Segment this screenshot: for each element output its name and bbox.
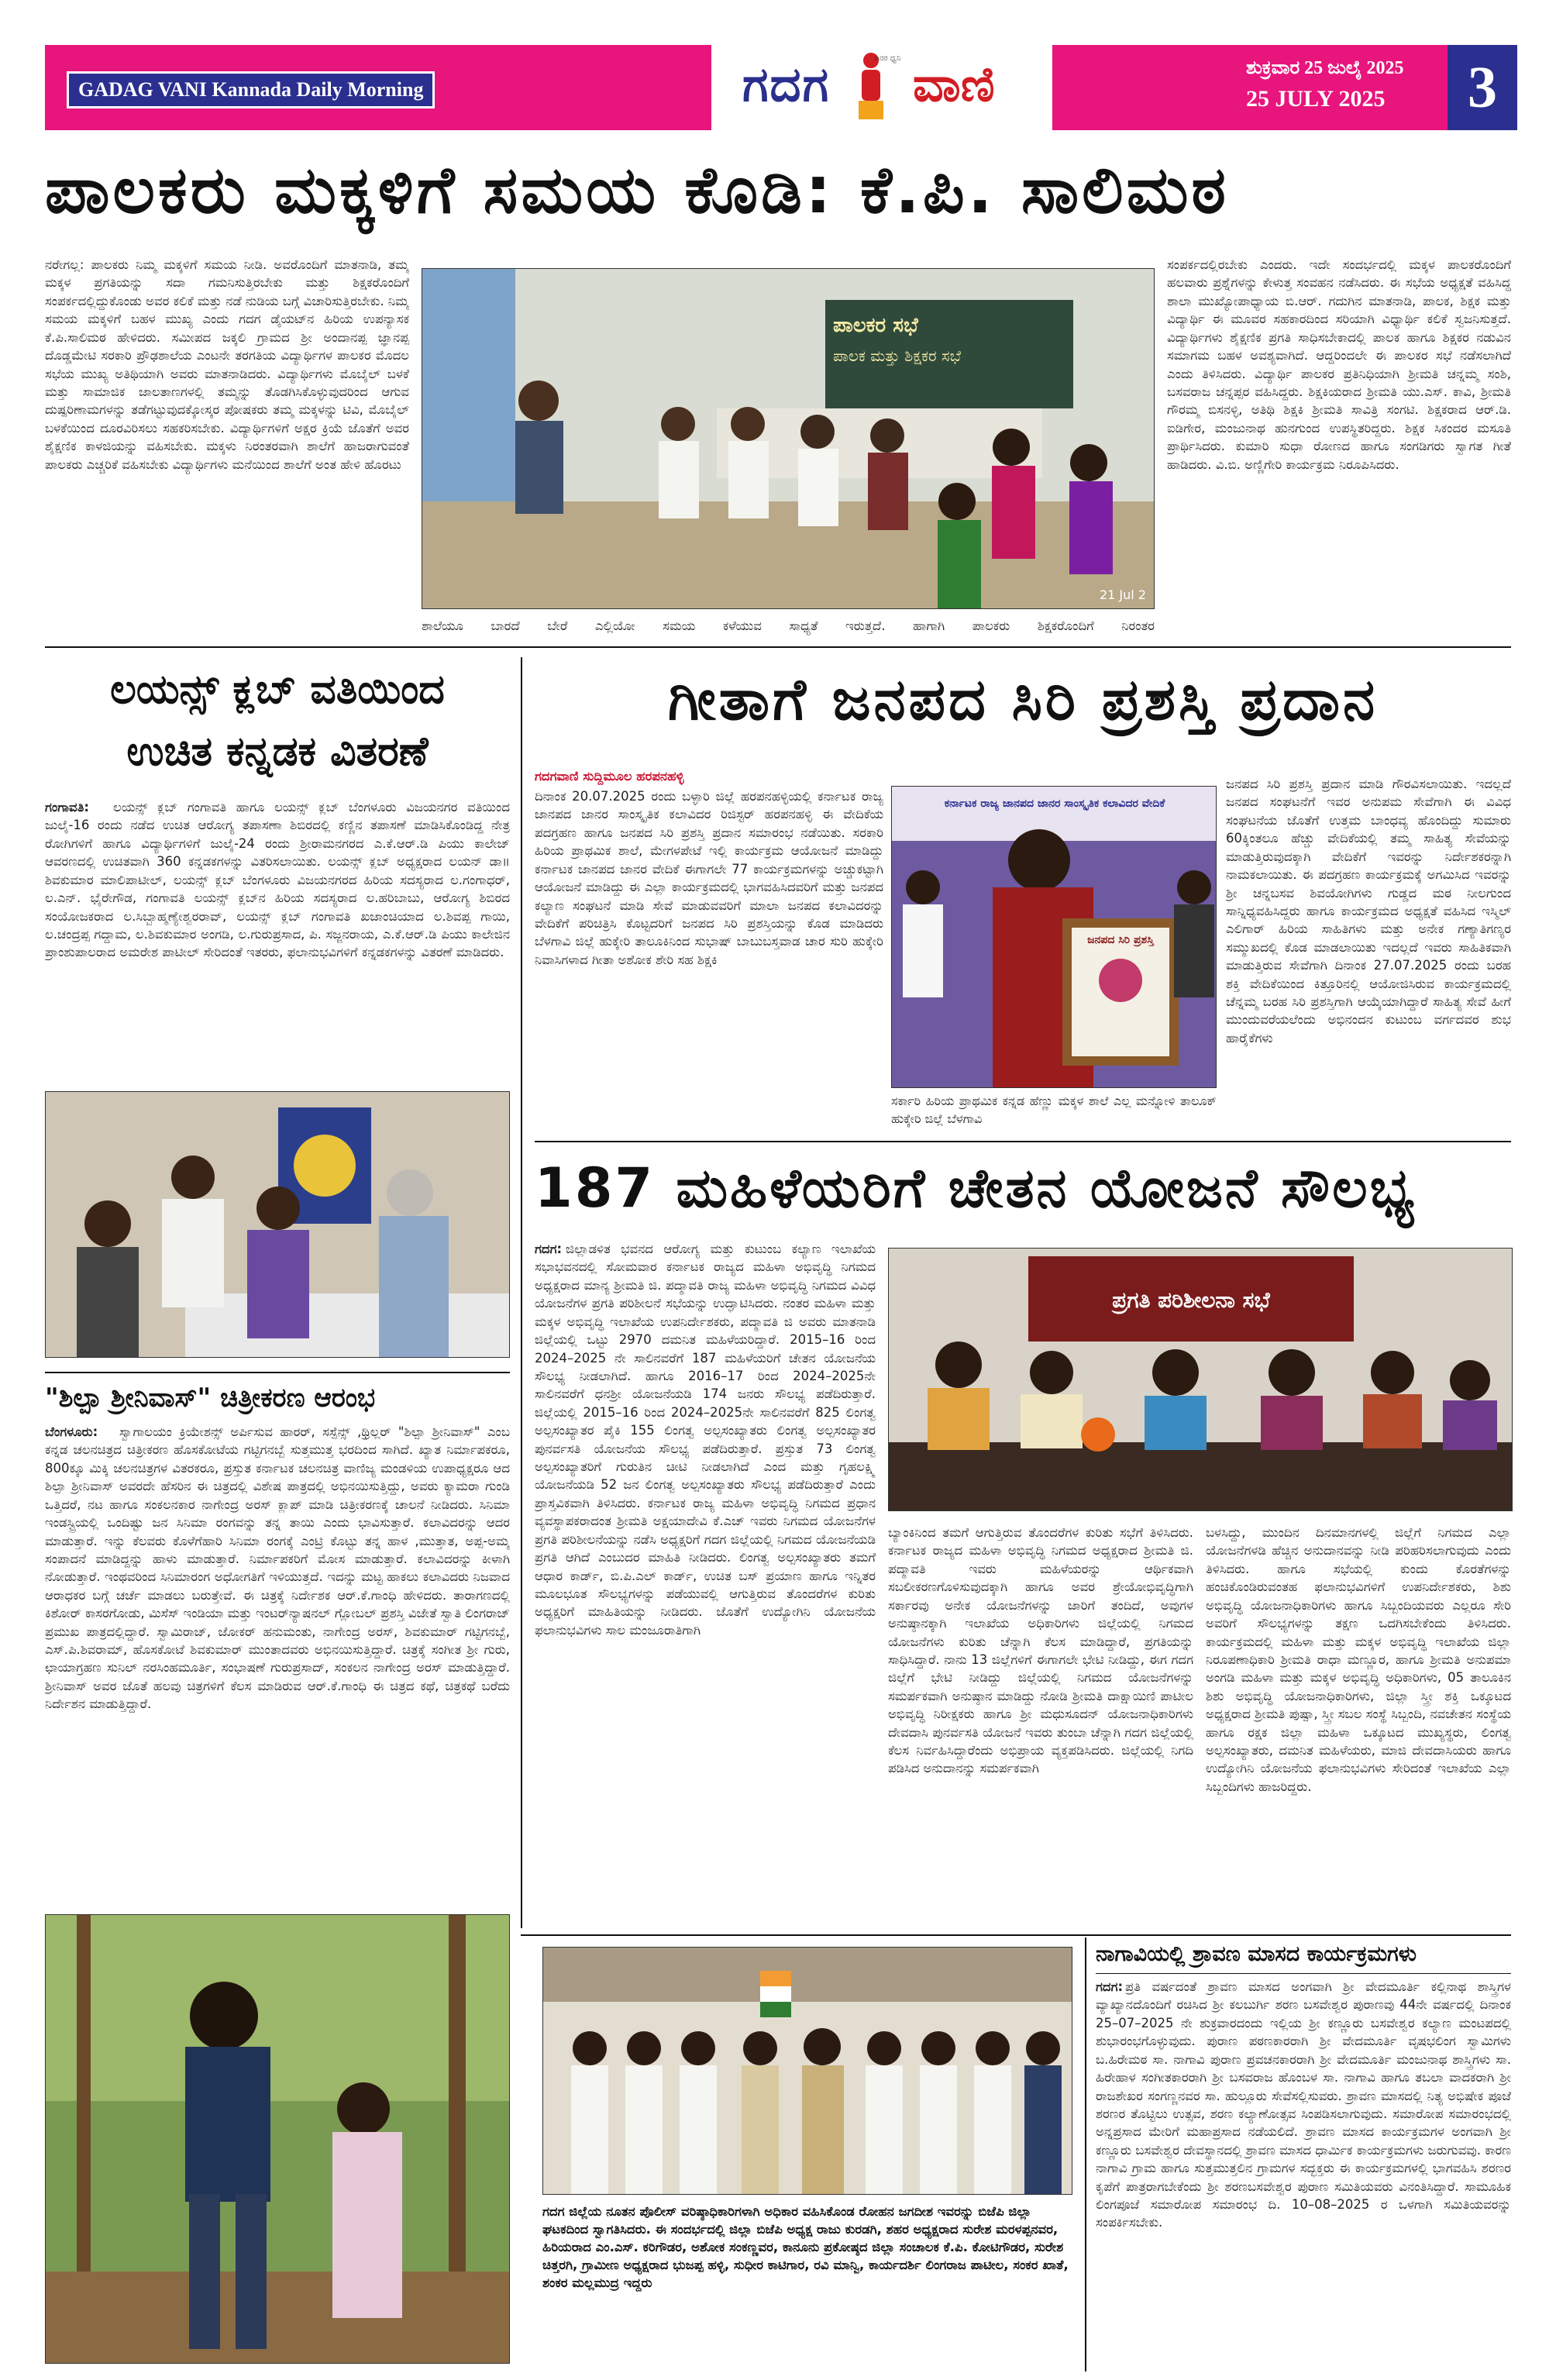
divider-below-article1 — [45, 646, 1511, 648]
award-certificate-title: ಜನಪದ ಸಿರಿ ಪ್ರಶಸ್ತಿ — [1087, 934, 1154, 946]
headline-shilpa-srinivas: "ಶಿಲ್ಪಾ ಶ್ರೀನಿವಾಸ್" ಚಿತ್ರೀಕರಣ ಆರಂಭ — [45, 1383, 376, 1414]
photo-parents-meeting — [422, 268, 1155, 609]
article3-byline — [535, 767, 883, 786]
article3-photo-caption: ಸರ್ಕಾರಿ ಹಿರಿಯ ಪ್ರಾಥಮಿಕ ಕನ್ನಡ ಹೆಣ್ಣು ಮಕ್ಕಳ ಶಾಲೆ ಎಲ್ಲ ಮನ್ನೋಳಿ ತಾಲೂಕ್ ಹುಕ್ಕೇರಿ ಜಿಲ್ಲೆ ಬೆಳಗಾವಿ — [891, 1094, 1217, 1126]
headline-lions-club-line2: ಉಚಿತ ಕನ್ನಡಕ ವಿತರಣೆ — [126, 728, 429, 775]
headline-lions-club-line1: ಲಯನ್ಸ್ ಕ್ಲಬ್ ವತಿಯಿಂದ — [110, 666, 445, 713]
award-backdrop-banner: ಕರ್ನಾಟಕ ರಾಜ್ಯ ಜಾನಪದ ಜಾನರ ಸಾಂಸ್ಕೃತಿಕ ಕಲಾವಿದರ ವೇದಿಕೆ — [944, 797, 1165, 810]
headline-chetana-scheme: 187 ಮಹಿಳೆಯರಿಗೆ ಚೇತನ ಯೋಜನೆ ಸೌಲಭ್ಯ — [535, 1156, 1417, 1220]
film-shoot-scene — [46, 1915, 510, 2364]
article7-body: ಪ್ರತಿ ವರ್ಷದಂತೆ ಶ್ರಾವಣ ಮಾಸದ ಅಂಗವಾಗಿ ಶ್ರೀ ವೇದಮೂರ್ತಿ ಕಲ್ಲಿನಾಥ ಶಾಸ್ತ್ರಿಗಳ ವ್ಯಾಖ್ಯಾನದೊಂದಿಗೆ ರಚಿಸಿದ ಶ್ರೀ ಕಲಬುರ್ಗಿ ಶರಣ ಬಸವೇಶ್ವರ ಪುರಾಣವು 44ನೇ ವರ್ಷದಲ್ಲಿ ದಿನಾಂಕ 25–07–2025 ನೇ ಶುಕ್ರವಾರದಂದು ಇಲ್ಲಿಯ ಶ್ರೀ ಕಣ್ಣೂರು ಬಸವೇಶ್ವರ ಕಲ್ಯಾಣ ಮಂಟಪದಲ್ಲಿ ಶುಭಾರಂಭಗೊಳ್ಳುವುದು. ಪುರಾಣ ಪಠಣಕಾರರಾಗಿ ಶ್ರೀ ವೇದಮೂರ್ತಿ ವೃಷಭಲಿಂಗ ಸ್ವಾಮಿಗಳು ಬ.ಹಿರೇಮಠ ಸಾ. ನಾಗಾವಿ ಪುರಾಣ ಪ್ರವಚನಕಾರರಾಗಿ ಶ್ರೀ ವೇದಮೂರ್ತಿ ಮಂಜುನಾಥ ಶಾಸ್ತ್ರಿಗಳು ಸಾ. ಹಿರೇಹಾಳ ಸಂಗೀತಕಾರರಾಗಿ ಶ್ರೀ ಬಸವರಾಜ ಹೊಂಬಳ ಸಾ. ನಾಗಾವಿ ಹಾಗೂ ತಬಲಾ ವಾದಕರಾಗಿ ಶ್ರೀ ರಾಜಶೇಖರ ಸಂಗಣ್ಣನವರ ಸಾ. ಹುಲ್ಲೂರು ಸೇವೆಸಲ್ಲಿಸುವರು. ಶ್ರಾವಣ ಮಾಸದಲ್ಲಿ ನಿತ್ಯ ಅಭಿಷೇಕ ಪೂಜೆ ಶರಣರ ತೊಟ್ಟಿಲು ಉತ್ಸವ, ಶರಣ ಕಲ್ಯಾಣೋತ್ಸವ ಸಿಂಪಡಿಸಲಾಗುವುದು. ಸಮಾರೋಪ ಸಮಾರಂಭದಲ್ಲಿ ಅನ್ನಪ್ರಸಾದ ಮೇರಿಗೆ ಮಹಾಪ್ರಸಾದ ನಡೆಯಲಿದೆ. ಶ್ರಾವಣ ಮಾಸದ ಕಾರ್ಯಕ್ರಮಗಳ ಅಂಗವಾಗಿ ಶ್ರೀ ಕಣ್ಣೂರು ಬಸವೇಶ್ವರ ದೇವಸ್ಥಾನದಲ್ಲಿ ಶ್ರಾವಣ ಮಾಸದ ಧಾರ್ಮಿಕ ಕಾರ್ಯಕ್ರಮಗಳು ಜರುಗುವವು. ಕಾರಣ ನಾಗಾವಿ ಗ್ರಾಮ ಹಾಗೂ ಸುತ್ತಮುತ್ತಲಿನ ಗ್ರಾಮಗಳ ಸದ್ಭಕ್ತರು ಈ ಕಾರ್ಯಕ್ರಮಗಳಲ್ಲಿ ಭಾಗವಹಿಸಿ ಶರಣರ ಕೃಪೆಗೆ ಪಾತ್ರರಾಗಬೇಕೆಂದು ಶ್ರೀ ಶರಣಬಸವೇಶ್ವರ ಪುರಾಣ ಸಮಿತಿಯವರು ವಿನಂತಿಸಿದ್ದಾರೆ. ಸಾಮೂಹಿಕ ಲಿಂಗಪೂಜೆ ಸಮಾರೋಪ ಸಮಾರಂಭ ದಿ. 10–08–2025 ರ ಒಳಗಾಗಿ ಸಮಿತಿಯವರನ್ನು ಸಂಪರ್ಕಿಸಬೇಕು. — [1096, 1979, 1511, 2230]
meeting-banner-title: ಪ್ರಗತಿ ಪರಿಶೀಲನಾ ಸಭೆ — [1112, 1287, 1270, 1313]
divider-above-article4 — [535, 1141, 1511, 1142]
article4-col2: ಬ್ಯಾಂಕಿನಿಂದ ತಮಗೆ ಆಗುತ್ತಿರುವ ತೊಂದರೆಗಳ ಕುರಿತು ಸಭೆಗೆ ತಿಳಿಸಿದರು. ಕರ್ನಾಟಕ ರಾಜ್ಯದ ಮಹಿಳಾ ಅಭಿವೃದ್ಧಿ ನಿಗಮದ ಅಧ್ಯಕ್ಷರಾದ ಶ್ರೀಮತಿ ಜಿ. ಪದ್ಮಾವತಿ ಇವರು ಮಹಿಳೆಯರನ್ನು ಆರ್ಥಿಕವಾಗಿ ಸಬಲೀಕರಣಗೊಳಿಸುವುದಕ್ಕಾಗಿ ಹಾಗೂ ಅವರ ಶ್ರೇಯೋಭಿವೃದ್ಧಿಗಾಗಿ ಸರ್ಕಾರವು ಅನೇಕ ಯೋಜನೆಗಳನ್ನು ಜಾರಿಗೆ ತಂದಿದೆ, ಅವುಗಳ ಅನುಷ್ಠಾನಕ್ಕಾಗಿ ಇಲಾಖೆಯ ಅಧಿಕಾರಿಗಳು ಜಿಲ್ಲೆಯಲ್ಲಿ ನಿಗಮದ ಯೋಜನೆಗಳು ಕುರಿತು ಚೆನ್ನಾಗಿ ಕೆಲಸ ಮಾಡಿದ್ದಾರೆ, ಪ್ರಗತಿಯನ್ನು ಸಾಧಿಸಿದ್ದಾರೆ. ನಾನು 13 ಜಿಲ್ಲೆಗಳಿಗೆ ಈಗಾಗಲೇ ಭೇಟಿ ನೀಡಿದ್ದು, ಈಗ ಗದಗ ಜಿಲ್ಲೆಗೆ ಭೇಟಿ ನೀಡಿದ್ದು ಜಿಲ್ಲೆಯಲ್ಲಿ ನಿಗಮದ ಯೋಜನೆಗಳನ್ನು ಸಮರ್ಪಕವಾಗಿ ಅನುಷ್ಠಾನ ಮಾಡಿದ್ದು ನೋಡಿ ಶ್ರೀಮತಿ ದಾಕ್ಷಾಯಿಣಿ ಪಾಟೀಲ ಅಭಿವೃದ್ಧಿ ನಿರೀಕ್ಷಕರು ಹಾಗೂ ಶ್ರೀ ಮಧುಸೂದನ್ ಯೋಜನಾಧಿಕಾರಿಗಳು ದೇವದಾಸಿ ಪುನರ್ವಸತಿ ಯೋಜನೆ ಇವರು ತುಂಬಾ ಚೆನ್ನಾಗಿ ಗದಗ ಜಿಲ್ಲೆಯಲ್ಲಿ ಕೆಲಸ ನಿರ್ವಹಿಸಿದ್ದಾರೆಂದು ಅಭಿಪ್ರಾಯ ವ್ಯಕ್ತಪಡಿಸಿದರು. ಜಿಲ್ಲೆಯಲ್ಲಿ ನಿಗದಿ ಪಡಿಸಿದ ಅನುದಾನನ್ನು ಸಮರ್ಪಕವಾಗಿ — [888, 1525, 1193, 1776]
logo-text-part2: ವಾಣಿ — [913, 56, 995, 112]
article2-dateline-text: ಗಂಗಾವತಿ: — [45, 800, 89, 814]
column-divider-left — [521, 657, 522, 1928]
logo-tagline: ಜನರ ಧ್ವನಿ — [874, 54, 901, 63]
article5-dateline-text: ಬೆಂಗಳೂರು: — [45, 1424, 98, 1438]
masthead — [45, 45, 1517, 130]
article1-caption-line: ಶಾಲೆಯೂ ಬಾರದೆ ಬೇರೆ ಎಲ್ಲಿಯೋ ಸಮಯ ಕಳೆಯುವ ಸಾಧ್ಯತೆ ಇರುತ್ತದೆ. ಹಾಗಾಗಿ ಪಾಲಕರು ಶಿಕ್ಷಕರೊಂದಿಗೆ ನಿರಂತರ — [422, 618, 1155, 633]
article3-col3: ಜನಪದ ಸಿರಿ ಪ್ರಶಸ್ತಿ ಪ್ರದಾನ ಮಾಡಿ ಗೌರವಿಸಲಾಯಿತು. ಇದಲ್ಲದೆ ಜನಪದ ಸಂಘಟನೆಗೆ ಇವರ ಅನುಪಮ ಸೇವೆಗಾಗಿ ಈ ವಿವಿಧ ಸಂಘಟನೆಯ ಜೊತೆಗೆ ಉತ್ತಮ ಬಾಂಧವ್ಯ ಹೊಂದಿದ್ದು ಸುಮಾರು 60ಕ್ಕಿಂತಲೂ ಹೆಚ್ಚು ವೇದಿಕೆಯಲ್ಲಿ ತಮ್ಮ ಸಾಹಿತ್ಯ ಸೇವೆಯನ್ನು ಮಾಡುತ್ತಿರುವುದಕ್ಕಾಗಿ ವೇದಿಕೆಗೆ ಇವರನ್ನು ನಿರ್ದೇಶಕರನ್ನಾಗಿ ನಾಮಕಲಾಯಿತು. ಈ ಪದಗ್ರಹಣ ಕಾರ್ಯಕ್ರಮಕ್ಕೆ ಅಗಮಿಸಿದ ಇವರನ್ನು ಶ್ರೀ ಚನ್ನಬಸವ ಶಿವಯೋಗಿಗಳು ಗುಡ್ಡದ ಮಠ ನೀಲಗುಂದ ಸಾನ್ನಿಧ್ಯವಹಿಸಿದ್ದರು ಹಾಗೂ ಕಾರ್ಯಕ್ರಮದ ಅಧ್ಯಕ್ಷತೆ ವಹಿಸಿದ ಇಸ್ಮಿಲ್ ಎಲಿಗಾರ್ ಹಿರಿಯ ಸಾಹಿತಿಗಳು ಮತ್ತು ಅನೇಕ ಗಣ್ಯಾತಿಗಣ್ಯರ ಸಮ್ಮುಖದಲ್ಲಿ ಕೊಡ ಮಾಡಲಾಯಿತು ಇದಲ್ಲದೆ ಇವರು ಸಾಹಿತಿಕವಾಗಿ ಮಾಡುತ್ತಿರುವ ಸೇವೆಗಾಗಿ ದಿನಾಂಕ 27.07.2025 ರಂದು ಬರಹ ಶಕ್ತಿ ವೇದಿಕೆಯಿಂದ ಕಿತ್ತೂರಿನಲ್ಲಿ ಆಯೋಜಿಸಿರುವ ಕಾರ್ಯಕ್ರಮದಲ್ಲಿ ಚೆನ್ನಮ್ಮ ಬರಹ ಸಿರಿ ಪ್ರಶಸ್ತಿಗಾಗಿ ಆಯ್ಕೆಯಾಗಿದ್ದಾರೆ ಸಾಹಿತ್ಯ ಸೇವೆ ಹೀಗೆ ಮುಂದುವರೆಯಲೆಂದು ಅಭಿನಂದನ ಕುಟುಂಬ ವರ್ಗದವರ ಶುಭ ಹಾರೈಕೆಗಳು — [1226, 777, 1511, 1045]
headline-nagavi-shravana: ನಾಗಾವಿಯಲ್ಲಿ ಶ್ರಾವಣ ಮಾಸದ ಕಾರ್ಯಕ್ರಮಗಳು — [1096, 1942, 1417, 1966]
headline-janapada-award: ಗೀತಾಗೆ ಜನಪದ ಸಿರಿ ಪ್ರಶಸ್ತಿ ಪ್ರದಾನ — [667, 666, 1379, 733]
masthead-left-band — [45, 45, 711, 130]
photo-timestamp: 21 Jul 2 — [1099, 587, 1146, 602]
article5-body: ಸ್ವಾಗಾಲಯಂ ಕ್ರಿಯೇಶನ್ಸ್ ಅರ್ಪಿಸುವ ಹಾರರ್, ಸಸ್ಪೆನ್ಸ್ ,ಥ್ರಿಲ್ಲರ್ "ಶಿಲ್ಪಾ ಶ್ರೀನಿವಾಸ್" ಎಂಬ ಕನ್ನಡ ಚಲನಚಿತ್ರದ ಚಿತ್ರೀಕರಣ ಹೊಸಕೋಟೆಯ ಗಟ್ಟಿಗನಬ್ಬೆ ಸುತ್ತಮುತ್ತ ಭರದಿಂದ ಸಾಗಿದೆ. ಖ್ಯಾತ ನಿರ್ಮಾಪಕರೂ, 800ಕ್ಕೂ ಮಿಕ್ಕಿ ಚಲನಚಿತ್ರಗಳ ವಿತರಕರೂ, ಪ್ರಸ್ತುತ ಕರ್ನಾಟಕ ಚಲನಚಿತ್ರ ವಾಣಿಜ್ಯ ಮಂಡಳಿಯ ಉಪಾಧ್ಯಕ್ಷರೂ ಆದ ಶಿಲ್ಪಾ ಶ್ರೀನಿವಾಸ್ ಅವರದೇ ಹೆಸರಿನ ಈ ಚಿತ್ರದಲ್ಲಿ ವಿಶೇಷ ಪಾತ್ರದಲ್ಲಿ ಅಭಿನಯಿಸುತ್ತಿದ್ದು, ಅವರು ಕ್ಯಾಮರಾ ಗುಂಡಿ ಒತ್ತಿದರೆ, ನಟ ಹಾಗೂ ಸಂಕಲನಕಾರ ನಾಗೇಂದ್ರ ಅರಸ್ ಕ್ಲಾಪ್ ಮಾಡಿ ಚಿತ್ರೀಕರಣಕ್ಕೆ ಚಾಲನೆ ನೀಡಿದರು. ಸಿನಿಮಾ ಇಂಡಸ್ಟ್ರಿಯಲ್ಲಿ ಒಂದಿಷ್ಟು ಜನ ಸಿನಿಮಾ ರಂಗವನ್ನು ತನ್ನ ತಾಯಿ ಎಂದು ಭಾವಿಸುತ್ತಾರೆ. ಕಲಾವಿದರನ್ನು ಆದರ ಮಾಡುತ್ತಾರೆ. ಇನ್ನು ಕೆಲವರು ಕೊಳೆಗೆಹಾರಿ ಸಿನಿಮಾ ರಂಗಕ್ಕೆ ಎಂಟ್ರಿ ಕೊಟ್ಟು ತನ್ನ ಹಾಳ ,ಮುತ್ತಾತ, ಅಪ್ಪ-ಅಮ್ಮ ಸಂಪಾದನೆ ಮಾಡಿದ್ದನ್ನು ಹಾಳು ಮಾಡುತ್ತಾರೆ. ನಿರ್ಮಾಪಕರಿಗೆ ಮೋಸ ಮಾಡುತ್ತಾರೆ. ಕಲಾವಿದರನ್ನು ಕೀಳಾಗಿ ನೋಡುತ್ತಾರೆ. ಇಂಥವರಿಂದ ಸಿನಿಮಾರಂಗ ಅಧೋಗತಿಗೆ ಇಳಿಯುತ್ತದೆ. ಇದನ್ನು ಮಟ್ಟ ಹಾಕಲು ಕಲಾವಿದರು ನಿಜವಾದ ಆರಾಧಕರ ಬಗ್ಗೆ ಚರ್ಚೆ ಮಾಡಲು ಬರುತ್ತೇವೆ. ಈ ಚಿತ್ರಕ್ಕೆ ನಿರ್ದೇಶಕ ಆರ್.ಕೆ.ಗಾಂಧಿ ಹೇಳಿದರು. ತಾರಾಗಣದಲ್ಲಿ ಕಿಶೋರ್ ಕಾಸರಗೋಡು, ಮಿಸೆಸ್ ಇಂಡಿಯಾ ಮತ್ತು ಇಂಟರ್‌ನ್ಯಾಷನಲ್ ಗ್ಲೋಬಲ್ ಪ್ರಶಸ್ತಿ ವಿಜೇತೆ ಸ್ವಾತಿ ಲಿಂಗರಾಜ್ ಪ್ರಮುಖ ಪಾತ್ರದಲ್ಲಿದ್ದಾರೆ. ಸ್ವಾಮಿರಾಜ್, ಜೋಕರ್ ಹನುಮಂತು, ನಾಗೇಂದ್ರ ಅರಸ್, ಶಿವಕುಮಾರ್ ಗಟ್ಟಿಗನಬ್ಬೆ, ಎಸ್.ಪಿ.ಶಿವರಾಮ್, ಹೊಸಕೋಟೆ ಶಿವಕುಮಾರ್ ಮುಂತಾದವರು ಅಭಿನಯಿಸುತ್ತಿದ್ದಾರೆ. ಚಿತ್ರಕ್ಕೆ ಸಂಗೀತ ಶ್ರೀ ಗುರು, ಛಾಯಾಗ್ರಹಣ ಸುನಿಲ್ ನರಸಿಂಹಮೂರ್ತಿ, ಸಂಭಾಷಣೆ ಗುರುಪ್ರಸಾದ್, ಸಂಕಲನ ನಾಗೇಂದ್ರ ಅರಸ್ ಮಾಡುತ್ತಿದ್ದಾರೆ. ಶ್ರೀನಿವಾಸ್ ಅವರ ಜೊತೆ ಹಲವು ಚಿತ್ರಗಳಿಗೆ ಕೆಲಸ ಮಾಡಿರುವ ಆರ್.ಕೆ.ಗಾಂಧಿ ಈ ಚಿತ್ರದ ಕಥೆ, ಚಿತ್ರಕಥೆ ಬರೆದು ನಿರ್ದೇಶನ ಮಾಡುತ್ತಿದ್ದಾರೆ. — [45, 1424, 510, 1712]
photo-progress-review-meeting — [888, 1248, 1513, 1511]
page-number: 3 — [1448, 45, 1517, 130]
article2-body: ಲಯನ್ಸ್ ಕ್ಲಬ್ ಗಂಗಾವತಿ ಹಾಗೂ ಲಯನ್ಸ್ ಕ್ಲಬ್ ಬೆಂಗಳೂರು ವಿಜಯನಗರ ವತಿಯಿಂದ ಜುಲೈ-16 ರಂದು ನಡೆದ ಉಚಿತ ಆರೋಗ್ಯ ತಪಾಸಣಾ ಶಿಬಿರದಲ್ಲಿ ಕಣ್ಣಿನ ತಪಾಸಣೆ ಮಾಡಿಸಿಕೊಂಡಿದ್ದ ನೇತ್ರ ರೋಗಿಗಳಿಗೆ ಹಾಗೂ ವಿದ್ಯಾರ್ಥಿಗಳಿಗೆ ಜುಲೈ-24 ರಂದು ಶ್ರೀರಾಮನಗರದ ಎ.ಕೆ.ಆರ್.ಡಿ ಪಿಯು ಕಾಲೇಜ್ ಆವರಣದಲ್ಲಿ ಉಚಿತವಾಗಿ 360 ಕನ್ನಡಕಗಳನ್ನು ವಿತರಿಸಲಾಯಿತು. ಲಯನ್ಸ್ ಕ್ಲಬ್ ಅಧ್ಯಕ್ಷರಾದ ಲಯನ್ ಡಾ॥ ಶಿವಕುಮಾರ ಮಾಲಿಪಾಟೀಲ್, ಲಯನ್ಸ್ ಕ್ಲಬ್ ಬೆಂಗಳೂರು ವಿಜಯನಗರದ ಹಿರಿಯ ಸದಸ್ಯರಾದ ಲ.ಗಂಗಾಧರ್, ಲ.ಎನ್. ಭೈರೇಗೌಡ, ಗಂಗಾವತಿ ಲಯನ್ಸ್ ಕ್ಲಬ್‌ನ ಹಿರಿಯ ಸದಸ್ಯರಾದ ಲ.ಹರಿಬಾಬು, ಆರೋಗ್ಯ ಶಿಬಿರದ ಸಂಯೋಜಕರಾದ ಲ.ಸಿಬ್ಬಾಹ್ಮಣ್ಯೇಶ್ವರರಾವ್, ಲಯನ್ಸ್ ಕ್ಲಬ್ ಗಂಗಾವತಿ ಖಜಾಂಚಿಯಾದ ಲ.ಶಿವಪ್ಪ ಗಾಯಿ, ಲ.ಚಂದ್ರಪ್ಪ ಗದ್ದಾಮ, ಲ.ಶಿವಕುಮಾರ ಅಂಗಡಿ, ಲ.ಗುರುಪ್ರಸಾದ, ಪಿ. ಸಜ್ಜನರಾಯ, ಎ.ಕೆ.ಆರ್.ಡಿ ಪಿಯು ಕಾಲೇಜಿನ ಪ್ರಾಂಶುಪಾಲರಾದ ಅಮರೇಶ ಪಾಟೀಲ್ ಸೇರಿದಂತೆ ಇತರರು, ಫಲಾನುಭವಿಗಳಿಗೆ ಕನ್ನಡಕಗಳನ್ನು ವಿತರಣೆ ಮಾಡಿದರು. — [45, 800, 510, 960]
photo-film-shoot — [45, 1914, 510, 2364]
article3-col1: ದಿನಾಂಕ 20.07.2025 ರಂದು ಬಳ್ಳಾರಿ ಜಿಲ್ಲೆ ಹರಪನಹಳ್ಳಿಯಲ್ಲಿ ಕರ್ನಾಟಕ ರಾಜ್ಯ ಜಾನಪದ ಜಾನರ ಸಾಂಸ್ಕೃತಿಕ ಕಲಾವಿದರ ರಿಜಿಸ್ಟರ್ ಹರಪನಹಳ್ಳಿ ಈ ವೇದಿಕೆಯ ಪದಗ್ರಹಣ ಹಾಗೂ ಜನಪದ ಸಿರಿ ಪ್ರಶಸ್ತಿ ಪ್ರದಾನ ಸಮಾರಂಭ ನಡೆಯಿತು. ಸರಕಾರಿ ಹಿರಿಯ ಪ್ರಾಥಮಿಕ ಶಾಲೆ, ಮೇಗಳಪೇಟೆ ಇಲ್ಲಿ ಕಾರ್ಯಕ್ರಮ ಆಯೋಜನೆ ಮಾಡಿದ್ದು ಕರ್ನಾಟಕ ಜಾನಪದ ಜಾನರ ವೇದಿಕೆ ಈಗಾಗಲೇ 77 ಕಾರ್ಯಕ್ರಮಗಳನ್ನು ಅಚ್ಚುಕಟ್ಟಾಗಿ ಆಯೋಜನೆ ಮಾಡಿದ್ದು ಈ ಎಲ್ಲಾ ಕಾರ್ಯಕ್ರಮದಲ್ಲಿ ಭಾಗವಹಿಸಿದವರಿಗೆ ಮತ್ತು ಜನಪದ ಕಲ್ಯಾಣ ಸಂಘಟನೆ ಮಾಡಿ ಸೇವೆ ಮಾಡುವವರಿಗೆ ಮಾಲಾ ಜನಪದ ಕಲಾವಿದರನ್ನು ವೇದಿಕೆಗೆ ಪರಿಚಿತ್ರಿಸಿ ಕೊಟ್ಟದರಿಗೆ ಜನಪದ ಸಿರಿ ಪ್ರಶಸ್ತಿಯನ್ನು ಕೊಡ ಮಾಡಿದರು ಬೆಳಗಾವಿ ಜಿಲ್ಲೆ ಹುಕ್ಕೇರಿ ತಾಲೂಕಿನಿಂದ ಸುಭಾಷ್ ಬಾಬುಬಸ್ತವಾಡ ಚಾರ ಸುರಿ ಹುಕ್ಕೇರಿ ನಿವಾಸಿಗಳಾದ ಗೀತಾ ಅಶೋಕ ಶೇರಿ ಸಹ ಶಿಕ್ಷಕಿ — [535, 789, 883, 967]
date-kannada: ಶುಕ್ರವಾರ 25 ಜುಲೈ 2025 — [1246, 58, 1404, 78]
article6-caption: ಗದಗ ಜಿಲ್ಲೆಯ ನೂತನ ಪೊಲೀಸ್ ವರಿಷ್ಠಾಧಿಕಾರಿಗಳಾಗಿ ಅಧಿಕಾರ ವಹಿಸಿಕೊಂಡ ರೋಹನ ಜಗದೀಶ ಇವರನ್ನು ಬಿಜೆಪಿ ಜಿಲ್ಲಾ ಘಟಕದಿಂದ ಸ್ವಾಗತಿಸಿದರು. ಈ ಸಂದರ್ಭದಲ್ಲಿ ಜಿಲ್ಲಾ ಬಿಜೆಪಿ ಅಧ್ಯಕ್ಷ ರಾಜು ಕುರಡಗಿ, ಶಹರ ಅಧ್ಯಕ್ಷರಾದ ಸುರೇಶ ಮರಳಪ್ಪನವರ, ಹಿರಿಯರಾದ ಎಂ.ಎಸ್. ಕರಿಗೌಡರ, ಅಶೋಕ ಸಂಕಣ್ಣವರ, ಕಾನೂನು ಪ್ರಕೋಷ್ಠದ ಜಿಲ್ಲಾ ಸಂಚಾಲಕ ಕೆ.ಪಿ. ಕೋಟಿಗೌಡರ, ಸುರೇಶ ಚಿತ್ತರಗಿ, ಗ್ರಾಮೀಣ ಅಧ್ಯಕ್ಷರಾದ ಭುಜಪ್ಪ ಹಳ್ಳಿ, ಸುಧೀರ ಕಾಟಿಗಾರ, ರವಿ ಮಾನ್ವಿ, ಕಾರ್ಯದರ್ಶಿ ಲಿಂಗರಾಜ ಪಾಟೀಲ, ಸಂಕರ ಖಾತೆ, ಶಂಕರ ಮಲ್ಲಮುದ್ರ ಇದ್ದರು — [542, 2204, 1069, 2291]
photo-lions-distribution — [45, 1091, 510, 1358]
article7-dateline-text: ಗದಗ: — [1096, 1979, 1124, 1993]
lions-distribution-scene — [46, 1092, 510, 1358]
sp-welcome-scene — [543, 1948, 1072, 2195]
headline-parents-time: ಪಾಲಕರು ಮಕ್ಕಳಿಗೆ ಸಮಯ ಕೊಡಿ: ಕೆ.ಪಿ. ಸಾಲಿಮಠ — [45, 152, 1229, 228]
chalkboard-banner-subtitle: ಪಾಲಕ ಮತ್ತು ಶಿಕ್ಷಕರ ಸಭೆ — [833, 346, 962, 365]
article3-byline-text: ಗದಗವಾಣಿ ಸುದ್ದಿಮೂಲ ಹರಪನಹಳ್ಳಿ — [535, 769, 684, 784]
date-english: 25 JULY 2025 — [1246, 86, 1386, 112]
chalkboard-banner-title: ಪಾಲಕರ ಸಭೆ — [833, 314, 918, 337]
logo-text-part1: ಗದಗ — [742, 56, 831, 112]
article1-col3: ಸಂಪರ್ಕದಲ್ಲಿರಬೇಕು ಎಂದರು. ಇದೇ ಸಂದರ್ಭದಲ್ಲಿ ಮಕ್ಕಳ ಪಾಲಕರೊಂದಿಗೆ ಹಲವಾರು ಪ್ರಶ್ನೆಗಳನ್ನು ಕೇಳುತ್ತ ಸಂವಹನ ನಡೆಸಿದರು. ಈ ಸಭೆಯ ಅಧ್ಯಕ್ಷತೆ ವಹಿಸಿದ್ದ ಶಾಲಾ ಮುಖ್ಯೋಪಾಧ್ಯಾಯ ಬಿ.ಆರ್. ಗದುಗಿನ ಮಾತನಾಡಿ, ಪಾಲಕ, ಶಿಕ್ಷಕ ಮತ್ತು ವಿದ್ಯಾರ್ಥಿ ಈ ಮೂವರ ಸಹಕಾರದಿಂದ ಸರಿಯಾಗಿ ವಿಧ್ಯಾರ್ಥಿ ಕಲಿಕೆ ಸ್ವಜನಿಸುತ್ತದೆ. ವಿದ್ಯಾರ್ಥಿಗಳು ಶೈಕ್ಷಣಿಕ ಪ್ರಗತಿ ಸಾಧಿಸಬೇಕಾದಲ್ಲಿ ಪಾಲಕ ಹಾಗೂ ಶಿಕ್ಷಕರ ನಡುವಿನ ಸಮಾಗಮ ಬಹಳ ಅವಶ್ಯವಾಗಿದೆ. ಆದ್ದರಿಂದಲೇ ಈ ಪಾಲಕರ ಸಭೆ ನಡೆಸಲಾಗಿದೆ ಎಂದು ತಿಳಿಸಿದರು. ವಿದ್ಯಾರ್ಥಿ ಪಾಲಕರ ಪ್ರತಿನಿಧಿಯಾಗಿ ಶ್ರೀಮತಿ ಚನ್ನಮ್ಮ ಸಂಶಿ, ಬಸವರಾಜ ಚನ್ನಪ್ಪರ ವಹಿಸಿದ್ದರು. ಶಿಕ್ಷಕಿಯರಾದ ಶ್ರೀಮತಿ ಯು.ಎಸ್. ಕಾವಿ, ಶ್ರೀಮತಿ ಗೌರಮ್ಮ ಬಿಸನಳ್ಳಿ, ಅತಿಥಿ ಶಿಕ್ಷಕಿ ಶ್ರೀಮತಿ ಸಾವಿತ್ರಿ ಸಂಗಟಿ. ಶಿಕ್ಷಕರಾದ ಆರ್.ಡಿ. ಐಡಿಗೇರ, ಮಂಜುನಾಥ ಹುನಗುಂದ ಉಪಸ್ಥಿತರಿದ್ದರು. ಶಿಕ್ಷಕ ಸಿಕಂದರ ಮಸೂತಿ ಪ್ರಾರ್ಥಿಸಿದರು. ಕುಮಾರಿ ಸುಧಾ ರೋಣದ ಹಾಗೂ ಸಂಗಡಿಗರು ಸ್ವಾಗತ ಗೀತೆ ಹಾಡಿದರು. ವಿ.ಬಿ. ಅಣ್ಣಿಗೇರಿ ಕಾರ್ಯಕ್ರಮ ನಿರೂಪಿಸಿದರು. — [1167, 257, 1511, 472]
article1-col1: ನರೇಗಲ್ಲ: ಪಾಲಕರು ನಿಮ್ಮ ಮಕ್ಕಳಿಗೆ ಸಮಯ ನೀಡಿ. ಅವರೊಂದಿಗೆ ಮಾತನಾಡಿ, ತಮ್ಮ ಮಕ್ಕಳ ಪ್ರಗತಿಯನ್ನು ಸದಾ ಗಮನಿಸುತ್ತಿರಬೇಕು ಮತ್ತು ಶಿಕ್ಷಕರೊಂದಿಗೆ ಸಂಪರ್ಕದಲ್ಲಿದ್ದುಕೊಂಡು ಅವರ ಕಲಿಕೆ ಮತ್ತು ನಡೆ ನುಡಿಯ ಬಗ್ಗೆ ವಿಚಾರಿಸುತ್ತಿರಬೇಕು. ನಿಮ್ಮ ಸಮಯ ಮಕ್ಕಳಿಗೆ ಬಹಳ ಮುಖ್ಯ ಎಂದು ಗದಗ ಡೈಯಟ್‌ನ ಹಿರಿಯ ಉಪನ್ಯಾಸಕ ಕೆ.ಪಿ.ಸಾಲಿಮಠ ಹೇಳಿದರು. ಸಮೀಪದ ಜಕ್ಕಲಿ ಗ್ರಾಮದ ಶ್ರೀ ಅಂದಾನಪ್ಪ ಜ್ಞಾನಪ್ಪ ದೊಡ್ಡಮೇಟಿ ಸರಕಾರಿ ಪ್ರೌಢಶಾಲೆಯ ಎಂಟನೇ ತರಗತಿಯ ವಿದ್ಯಾರ್ಥಿಗಳ ಪಾಲಕರ ಮೊದಲ ಸಭೆಯ ಮುಖ್ಯ ಅತಿಥಿಯಾಗಿ ಅವರು ಮಾತನಾಡಿದರು. ವಿದ್ಯಾರ್ಥಿಗಳು ಮೊಬೈಲ್ ಬಳಕೆ ಮತ್ತು ಸಾಮಾಜಿಕ ಜಾಲತಾಣಗಳಲ್ಲಿ ತಮ್ಮನ್ನು ತೊಡಗಿಸಿಕೊಳ್ಳುವುದರಿಂದ ಆಗುವ ದುಷ್ಪರಿಣಾಮಗಳನ್ನು ತಡೆಗಟ್ಟುವುದಕ್ಕೋಸ್ಕರ ಪೋಷಕರು ತಮ್ಮ ಮಕ್ಕಳನ್ನು ಟಿವಿ, ಮೊಬೈಲ್ ಬಳಕೆಯಿಂದ ದೂರವಿರಿಸಲು ಸಹಕರಿಸಬೇಕು. ವಿದ್ಯಾರ್ಥಿಗಳಿಗೆ ಅಕ್ಷರ ಕ್ರಿಯೆ ಜೊತೆಗೆ ಅವರ ಶೈಕ್ಷಣಿಕ ಕಾಳಜಿಯನ್ನು ವಹಿಸಬೇಕು. ಮಕ್ಕಳು ನಿರಂತರವಾಗಿ ಶಾಲೆಗೆ ಹಾಜರಾಗುವಂತೆ ಪಾಲಕರು ಎಚ್ಚರಿಕೆ ವಹಿಸಬೇಕು ವಿದ್ಯಾರ್ಥಿಗಳು ಮನೆಯಿಂದ ಶಾಲೆಗೆ ಅಂತ ಹೇಳಿ ಹೊರಟು — [45, 257, 409, 472]
column-divider-bottom — [1085, 1937, 1086, 2371]
divider-under-article7-headline — [1096, 1973, 1511, 1974]
divider-above-article5 — [45, 1372, 510, 1373]
article4-col1: ಜಿಲ್ಲಾಡಳಿತ ಭವನದ ಆರೋಗ್ಯ ಮತ್ತು ಕುಟುಂಬ ಕಲ್ಯಾಣ ಇಲಾಖೆಯ ಸಭಾಭವನದಲ್ಲಿ ಸೋಮವಾರ ಕರ್ನಾಟಕ ರಾಜ್ಯದ ಮಹಿಳಾ ಅಭಿವೃದ್ಧಿ ನಿಗಮದ ಅಧ್ಯಕ್ಷರಾದ ಮಾನ್ಯ ಶ್ರೀಮತಿ ಜಿ. ಪದ್ಮಾವತಿ ರಾಜ್ಯ ಮಹಿಳಾ ಅಭಿವೃದ್ಧಿ ನಿಗಮದ ವಿವಿಧ ಯೋಜನೆಗಳ ಪ್ರಗತಿ ಪರಿಶೀಲನೆ ಸಭೆಯನ್ನು ಉದ್ಘಾಟಿಸಿದರು. ನಂತರ ಮಹಿಳಾ ಮತ್ತು ಮಕ್ಕಳ ಅಭಿವೃದ್ಧಿ ಇಲಾಖೆಯ ಉಪನಿರ್ದೇಶಕರು, ಪದ್ಮಾವತಿ ಜಿ ಅವರು ಮಾತನಾಡಿ ಜಿಲ್ಲೆಯಲ್ಲಿ ಒಟ್ಟು 2970 ದಮನಿತ ಮಹಿಳೆಯರಿದ್ದಾರೆ. 2015–16 ರಿಂದ 2024–2025 ನೇ ಸಾಲಿನವರೆಗೆ 187 ಮಹಿಳೆಯರಿಗೆ ಚೇತನ ಯೋಜನೆಯ ಸೌಲಭ್ಯ ನೀಡಲಾಗಿದೆ. ಹಾಗೂ 2016–17 ರಿಂದ 2024–2025ನೇ ಸಾಲಿನವರೆಗೆ ಧನಶ್ರೀ ಯೋಜನೆಯಡಿ 174 ಜನರು ಸೌಲಭ್ಯ ಪಡೆದಿರುತ್ತಾರೆ. ಜಿಲ್ಲೆಯಲ್ಲಿ 2015–16 ರಿಂದ 2024–2025ನೇ ಸಾಲಿನವರೆಗೆ 825 ಲಿಂಗತ್ವ ಅಲ್ಪಸಂಖ್ಯಾತರ ಪೈಕಿ 155 ಲಿಂಗತ್ವ ಅಲ್ಪಸಂಖ್ಯಾತರು ಲಿಂಗತ್ವ ಅಲ್ಪಸಂಖ್ಯಾತರ ಪುನರ್ವಸತಿ ಯೋಜನೆಯ ಸೌಲಭ್ಯ ಪಡೆದಿರುತ್ತಾರೆ. ಪ್ರಸ್ತುತ 73 ಲಿಂಗತ್ವ ಅಲ್ಪಸಂಖ್ಯಾತರಿಗೆ ಗುರುತಿನ ಚೀಟಿ ನೀಡಲಾಗಿದೆ ಎಂದ ಮತ್ತು ಗೃಹಲಕ್ಷ್ಮಿ ಯೋಜನೆಯಡಿ 52 ಜನ ಲಿಂಗತ್ವ ಅಲ್ಪಸಂಖ್ಯಾತರು ಸೌಲಭ್ಯ ಪಡೆದಿರುತ್ತಾರೆ ಎಂದು ಪ್ರಾಸ್ತವಿಕವಾಗಿ ತಿಳಿಸಿದರು. ಕರ್ನಾಟಕ ರಾಜ್ಯ ಮಹಿಳಾ ಅಭಿವೃದ್ಧಿ ನಿಗಮದ ಪ್ರಧಾನ ವ್ಯವಸ್ಥಾಪಕರಾದಂತ ಶ್ರೀಮತಿ ಅಕ್ಷಯಾದೇವಿ ಕೆ.ಎಚ್ ಇವರು ನಿಗಮದ ಯೋಜನೆಗಳ ಪ್ರಗತಿ ಪರಿಶೀಲನೆಯನ್ನು ನಡೆಸಿ ಅಧ್ಯಕ್ಷರಿಗೆ ಗದಗ ಜಿಲ್ಲೆಯಲ್ಲಿ ನಿಗಮದ ಯೋಜನೆಯಡಿ ಪ್ರಗತಿ ಆಗಿದೆ ಎಂಬುದರ ಮಾಹಿತಿ ನೀಡಿದರು. ಲಿಂಗತ್ವ ಅಲ್ಪಸಂಖ್ಯಾತರು ತಮಗೆ ಆಧಾರ ಕಾರ್ಡ್, ಬಿ.ಪಿ.ಎಲ್ ಕಾರ್ಡ್, ಉಚಿತ ಬಸ್ ಪ್ರಯಾಣ ಹಾಗೂ ಇನ್ನಿತರ ಮೂಲಭೂತ ಸೌಲಭ್ಯಗಳನ್ನು ಪಡೆಯುವಲ್ಲಿ ಆಗುತ್ತಿರುವ ತೊಂದರೆಗಳ ಕುರಿತು ಅಧ್ಯಕ್ಷರಿಗೆ ಮಾಹಿತಿಯನ್ನು ನೀಡಿದರು. ಜೊತೆಗೆ ಉದ್ಯೋಗಿನಿ ಯೋಜನೆಯ ಫಲಾನುಭವಿಗಳು ಸಾಲ ಮಂಜೂರಾತಿಗಾಗಿ — [535, 1242, 876, 1638]
divider-above-bottom-row — [521, 1934, 1511, 1936]
photo-sp-welcome — [542, 1947, 1072, 2195]
photo-geetha-award — [891, 786, 1217, 1088]
publication-name: GADAG VANI Kannada Daily Morning — [67, 71, 435, 108]
issue-date — [1246, 53, 1403, 115]
newspaper-logo — [711, 45, 1052, 130]
article4-col3: ಬಳಸಿದ್ದು, ಮುಂದಿನ ದಿನಮಾನಗಳಲ್ಲಿ ಜಿಲ್ಲೆಗೆ ನಿಗಮದ ಎಲ್ಲಾ ಯೋಜನೆಗಳಡಿ ಹೆಚ್ಚಿನ ಅನುದಾನವನ್ನು ನೀಡಿ ಪರಿಹರಿಸಲಾಗುವುದು ಎಂದು ತಿಳಿಸಿದರು. ಹಾಗೂ ಸಭೆಯಲ್ಲಿ ಕುಂದು ಕೊರತೆಗಳನ್ನು ಹಂಚಿಕೊಂಡಿರುವಂತಹ ಫಲಾನುಭವಿಗಳಿಗೆ ಉಪನಿರ್ದೇಶಕರು, ಶಿಶು ಅಭಿವೃದ್ಧಿ ಯೋಜನಾಧಿಕಾರಿಗಳು ಹಾಗೂ ಸಿಬ್ಬಂದಿಯವರು ಎಲ್ಲರೂ ಸೇರಿ ಅವರಿಗೆ ಸೌಲಭ್ಯಗಳನ್ನು ತಕ್ಷಣ ಒದಗಿಸಬೇಕೆಂದು ತಿಳಿಸಿದರು. ಕಾರ್ಯಕ್ರಮದಲ್ಲಿ ಮಹಿಳಾ ಮತ್ತು ಮಕ್ಕಳ ಅಭಿವೃದ್ಧಿ ಇಲಾಖೆಯ ಜಿಲ್ಲಾ ನಿರೂಪಣಾಧಿಕಾರಿ ಶ್ರೀಮತಿ ರಾಧಾ ಮಣ್ಣೂರ, ಹಾಗೂ ಶ್ರೀಮತಿ ಅನುಪಮಾ ಅಂಗಡಿ ಮಹಿಳಾ ಮತ್ತು ಮಕ್ಕಳ ಅಭಿವೃದ್ಧಿ ಅಧಿಕಾರಿಗಳು, 05 ತಾಲೂಕಿನ ಶಿಶು ಅಭಿವೃದ್ಧಿ ಯೋಜನಾಧಿಕಾರಿಗಳು, ಜಿಲ್ಲಾ ಸ್ತ್ರೀ ಶಕ್ತಿ ಒಕ್ಕೂಟದ ಅಧ್ಯಕ್ಷರಾದ ಶ್ರೀಮತಿ ಪುಷ್ಪಾ, ಸ್ತ್ರೀ ಸಬಲ ಸಂಸ್ಥೆ ಸಿಬ್ಬಂದಿ, ನವಚೇತನ ಸಂಸ್ಥೆಯ ಹಾಗೂ ರಕ್ಷಕ ಜಿಲ್ಲಾ ಮಹಿಳಾ ಒಕ್ಕೂಟದ ಮುಖ್ಯಸ್ಥರು, ಲಿಂಗತ್ವ ಅಲ್ಪಸಂಖ್ಯಾತರು, ದಮನಿತ ಮಹಿಳೆಯರು, ಮಾಜಿ ದೇವದಾಸಿಯರು ಹಾಗೂ ಉದ್ಯೋಗಿನಿ ಯೋಜನೆಯ ಫಲಾನುಭವಿಗಳು ಸೇರಿದಂತೆ ಇಲಾಖೆಯ ಎಲ್ಲಾ ಸಿಬ್ಬಂದಿಗಳು ಹಾಜರಿದ್ದರು. — [1206, 1525, 1511, 1794]
masthead-right-band — [1052, 45, 1517, 130]
article4-dateline-text: ಗದಗ: — [535, 1242, 563, 1255]
